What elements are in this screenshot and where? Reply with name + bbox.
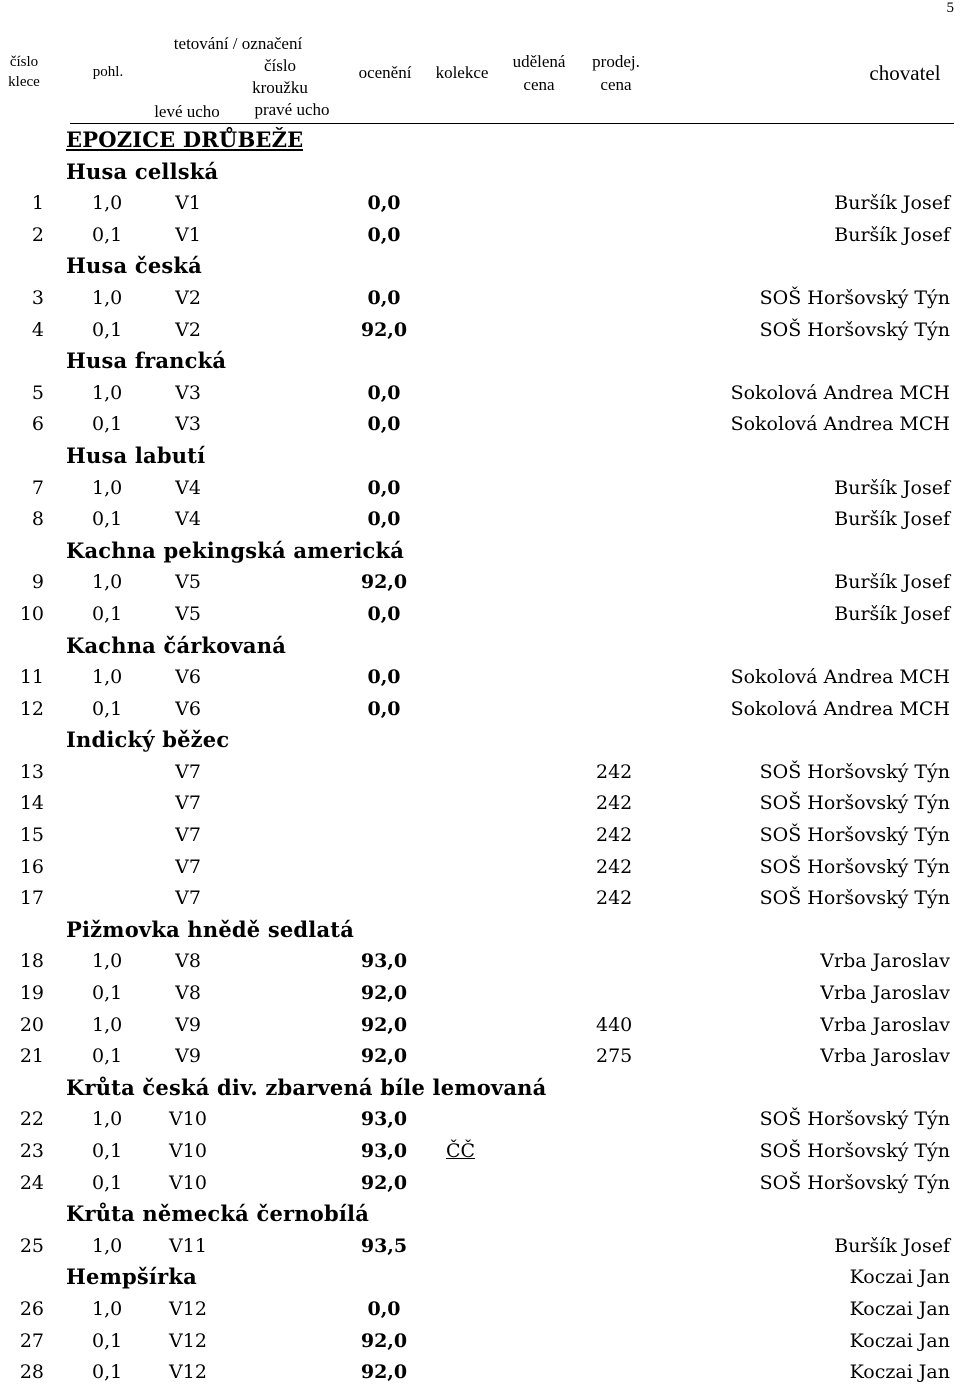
breeder-name: Buršík Josef	[834, 571, 950, 594]
evaluation-score: 93,5	[360, 1234, 408, 1257]
sale-price: 242	[596, 887, 633, 910]
section-title: Husa česká	[66, 253, 202, 279]
tattoo-mark: V7	[175, 760, 201, 783]
cage-number: 6	[31, 413, 44, 436]
sex-code: 1,0	[92, 950, 123, 973]
table-row	[0, 566, 960, 598]
sex-code: 0,1	[92, 1171, 123, 1194]
tattoo-mark: V4	[175, 508, 201, 531]
tattoo-mark: V12	[169, 1361, 207, 1384]
header-chovatel: chovatel	[869, 61, 941, 85]
header-oceneni: ocenění	[358, 63, 412, 82]
tattoo-mark: V5	[175, 602, 201, 625]
cage-number: 9	[31, 571, 44, 594]
section-title: Husa francká	[66, 348, 227, 374]
cage-number: 4	[31, 318, 44, 341]
header-udelena-line1: udělená	[512, 52, 566, 71]
sale-price: 242	[596, 760, 633, 783]
evaluation-score: 0,0	[367, 223, 401, 246]
table-row	[0, 314, 960, 346]
cage-number: 19	[19, 982, 44, 1005]
section-row	[0, 124, 960, 156]
header-cislo-krouzku-line2: kroužku	[252, 78, 308, 97]
breeder-name: Koczai Jan	[849, 1361, 950, 1384]
table-row	[0, 472, 960, 504]
table-row	[0, 1040, 960, 1072]
tattoo-mark: V2	[175, 286, 201, 309]
breeder-name: SOŠ Horšovský Týn	[759, 1171, 950, 1194]
cage-number: 17	[19, 887, 44, 910]
sex-code: 0,1	[92, 1329, 123, 1352]
cage-number: 7	[31, 476, 44, 499]
breeder-name: Koczai Jan	[849, 1297, 950, 1320]
sex-code: 1,0	[92, 1108, 123, 1131]
cage-number: 24	[19, 1171, 44, 1194]
tattoo-mark: V7	[175, 824, 201, 847]
sex-code: 0,1	[92, 982, 123, 1005]
sex-code: 0,1	[92, 318, 123, 341]
section-row	[0, 1261, 960, 1293]
table-header	[0, 0, 960, 124]
breeder-name: SOŠ Horšovský Týn	[759, 760, 950, 783]
table-row	[0, 219, 960, 251]
breeder-name: SOŠ Horšovský Týn	[759, 318, 950, 341]
sex-code: 1,0	[92, 1297, 123, 1320]
evaluation-score: 0,0	[367, 508, 401, 531]
evaluation-score: 0,0	[367, 697, 401, 720]
breeder-name: Vrba Jaroslav	[820, 982, 950, 1005]
cage-number: 5	[31, 381, 44, 404]
tattoo-mark: V8	[175, 950, 201, 973]
exhibition-table-body	[0, 124, 960, 1388]
tattoo-mark: V7	[175, 887, 201, 910]
table-row	[0, 1103, 960, 1135]
table-row	[0, 1230, 960, 1262]
section-row	[0, 250, 960, 282]
table-row	[0, 503, 960, 535]
table-row	[0, 693, 960, 725]
header-leve-ucho: levé ucho	[154, 102, 220, 121]
cage-number: 8	[31, 508, 44, 531]
section-row	[0, 156, 960, 188]
tattoo-mark: V12	[169, 1297, 207, 1320]
cage-number: 3	[31, 286, 44, 309]
cage-number: 16	[19, 855, 44, 878]
section-row	[0, 914, 960, 946]
sale-price: 275	[596, 1045, 633, 1068]
evaluation-score: 93,0	[360, 1108, 408, 1131]
sex-code: 1,0	[92, 476, 123, 499]
header-prodej-line2: cena	[600, 75, 632, 94]
table-row	[0, 187, 960, 219]
breeder-name: Buršík Josef	[834, 476, 950, 499]
tattoo-mark: V2	[175, 318, 201, 341]
tattoo-mark: V3	[175, 413, 201, 436]
table-row	[0, 408, 960, 440]
table-row	[0, 756, 960, 788]
cage-number: 23	[19, 1140, 44, 1162]
tattoo-mark: V6	[175, 697, 201, 720]
section-title: Indický běžec	[66, 727, 230, 753]
sex-code: 1,0	[92, 192, 123, 215]
section-title: Hempšírka	[66, 1264, 197, 1290]
table-row	[0, 377, 960, 409]
section-title: Kachna čárkovaná	[66, 632, 286, 658]
cage-number: 25	[19, 1234, 44, 1257]
cage-number: 21	[19, 1045, 44, 1068]
header-prodej-line1: prodej.	[592, 52, 640, 71]
sex-code: 0,1	[92, 1361, 123, 1384]
header-udelena-line2: cena	[523, 75, 555, 94]
section-title: EPOZICE DRŮBEŽE	[66, 127, 304, 152]
evaluation-score: 93,0	[360, 950, 408, 973]
evaluation-score: 0,0	[367, 413, 401, 436]
breeder-name: Vrba Jaroslav	[820, 950, 950, 973]
section-row	[0, 1198, 960, 1230]
cage-number: 18	[19, 950, 44, 973]
cage-number: 20	[19, 1013, 44, 1036]
tattoo-mark: V7	[175, 792, 201, 815]
sex-code: 1,0	[92, 381, 123, 404]
section-title: Husa labutí	[66, 442, 206, 468]
breeder-name: SOŠ Horšovský Týn	[759, 1140, 950, 1162]
evaluation-score: 0,0	[367, 192, 401, 215]
section-row	[0, 440, 960, 472]
cage-number: 12	[19, 697, 44, 720]
section-title: Husa cellská	[66, 158, 219, 184]
breeder-name: SOŠ Horšovský Týn	[759, 792, 950, 815]
breeder-name: Buršík Josef	[834, 508, 950, 531]
tattoo-mark: V10	[169, 1108, 207, 1131]
page-number: 5	[946, 0, 954, 16]
award-mark: ČČ	[446, 1140, 476, 1162]
sex-code: 1,0	[92, 571, 123, 594]
cage-number: 1	[31, 192, 44, 215]
breeder-name: SOŠ Horšovský Týn	[759, 1108, 950, 1131]
header-kolekce: kolekce	[435, 63, 489, 82]
header-cislo-krouzku-line1: číslo	[263, 56, 297, 75]
evaluation-score: 92,0	[360, 571, 408, 594]
sale-price: 242	[596, 792, 633, 815]
sex-code: 0,1	[92, 602, 123, 625]
breeder-name: Sokolová Andrea MCH	[730, 666, 950, 689]
evaluation-score: 0,0	[367, 602, 401, 625]
evaluation-score: 0,0	[367, 1297, 401, 1320]
section-title: Krůta česká div. zbarvená bíle lemovaná	[66, 1074, 547, 1100]
evaluation-score: 92,0	[360, 1171, 408, 1194]
table-row	[0, 282, 960, 314]
section-title: Krůta německá černobílá	[66, 1201, 369, 1227]
header-klece-line2: klece	[8, 74, 40, 90]
breeder-name: Koczai Jan	[849, 1329, 950, 1352]
tattoo-mark: V1	[175, 192, 201, 215]
tattoo-mark: V9	[175, 1045, 201, 1068]
header-prave-ucho: pravé ucho	[254, 100, 330, 119]
sex-code: 0,1	[92, 1045, 123, 1068]
table-row	[0, 1356, 960, 1388]
cage-number: 26	[19, 1297, 44, 1320]
sex-code: 0,1	[92, 1140, 123, 1162]
section-row	[0, 345, 960, 377]
section-row	[0, 724, 960, 756]
evaluation-score: 0,0	[367, 476, 401, 499]
tattoo-mark: V3	[175, 381, 201, 404]
tattoo-mark: V11	[169, 1234, 207, 1257]
breeder-name: SOŠ Horšovský Týn	[759, 887, 950, 910]
tattoo-mark: V10	[169, 1140, 207, 1162]
cage-number: 28	[19, 1361, 44, 1384]
sex-code: 0,1	[92, 413, 123, 436]
cage-number: 10	[19, 602, 44, 625]
evaluation-score: 0,0	[367, 381, 401, 404]
evaluation-score: 92,0	[360, 1013, 408, 1036]
sex-code: 1,0	[92, 286, 123, 309]
breeder-name: Buršík Josef	[834, 223, 950, 246]
sale-price: 242	[596, 855, 633, 878]
cage-number: 11	[19, 666, 44, 689]
tattoo-mark: V4	[175, 476, 201, 499]
breeder-name: Buršík Josef	[834, 1234, 950, 1257]
evaluation-score: 92,0	[360, 1045, 408, 1068]
sale-price: 242	[596, 824, 633, 847]
section-row	[0, 1072, 960, 1104]
tattoo-mark: V9	[175, 1013, 201, 1036]
breeder-name: Vrba Jaroslav	[820, 1045, 950, 1068]
table-row	[0, 819, 960, 851]
table-row	[0, 787, 960, 819]
evaluation-score: 92,0	[360, 318, 408, 341]
breeder-name: Buršík Josef	[834, 192, 950, 215]
sex-code: 1,0	[92, 666, 123, 689]
tattoo-mark: V6	[175, 666, 201, 689]
table-row	[0, 661, 960, 693]
breeder-name: Sokolová Andrea MCH	[730, 413, 950, 436]
table-row	[0, 1325, 960, 1357]
table-row	[0, 851, 960, 883]
evaluation-score: 0,0	[367, 286, 401, 309]
breeder-name: Sokolová Andrea MCH	[730, 697, 950, 720]
header-tetovani: tetování / označení	[173, 34, 303, 53]
breeder-name: SOŠ Horšovský Týn	[759, 855, 950, 878]
breeder-name: SOŠ Horšovský Týn	[759, 286, 950, 309]
breeder-name: SOŠ Horšovský Týn	[759, 824, 950, 847]
header-pohl: pohl.	[92, 64, 124, 80]
table-row	[0, 1135, 960, 1167]
section-title: Kachna pekingská americká	[66, 537, 405, 563]
table-row	[0, 945, 960, 977]
sale-price: 440	[596, 1013, 633, 1036]
breeder-name: Vrba Jaroslav	[820, 1013, 950, 1036]
cage-number: 13	[19, 760, 44, 783]
cage-number: 15	[19, 824, 44, 847]
tattoo-mark: V8	[175, 982, 201, 1005]
cage-number: 2	[31, 223, 44, 246]
sex-code: 0,1	[92, 697, 123, 720]
table-row	[0, 598, 960, 630]
breeder-name: Sokolová Andrea MCH	[730, 381, 950, 404]
header-cislo-line1: číslo	[9, 54, 39, 70]
section-title: Pižmovka hnědě sedlatá	[66, 916, 355, 942]
section-row	[0, 630, 960, 662]
tattoo-mark: V12	[169, 1329, 207, 1352]
evaluation-score: 93,0	[360, 1140, 408, 1162]
breeder-name: Koczai Jan	[849, 1266, 950, 1289]
breeder-name: Buršík Josef	[834, 602, 950, 625]
evaluation-score: 0,0	[367, 666, 401, 689]
tattoo-mark: V1	[175, 223, 201, 246]
table-row	[0, 882, 960, 914]
sex-code: 1,0	[92, 1234, 123, 1257]
table-row	[0, 1009, 960, 1041]
evaluation-score: 92,0	[360, 982, 408, 1005]
cage-number: 27	[19, 1329, 44, 1352]
sex-code: 0,1	[92, 223, 123, 246]
evaluation-score: 92,0	[360, 1329, 408, 1352]
table-row	[0, 1167, 960, 1199]
sex-code: 1,0	[92, 1013, 123, 1036]
section-row	[0, 535, 960, 567]
cage-number: 22	[19, 1108, 44, 1131]
sex-code: 0,1	[92, 508, 123, 531]
evaluation-score: 92,0	[360, 1361, 408, 1384]
table-row	[0, 977, 960, 1009]
tattoo-mark: V10	[169, 1171, 207, 1194]
tattoo-mark: V5	[175, 571, 201, 594]
table-row	[0, 1293, 960, 1325]
tattoo-mark: V7	[175, 855, 201, 878]
cage-number: 14	[19, 792, 44, 815]
